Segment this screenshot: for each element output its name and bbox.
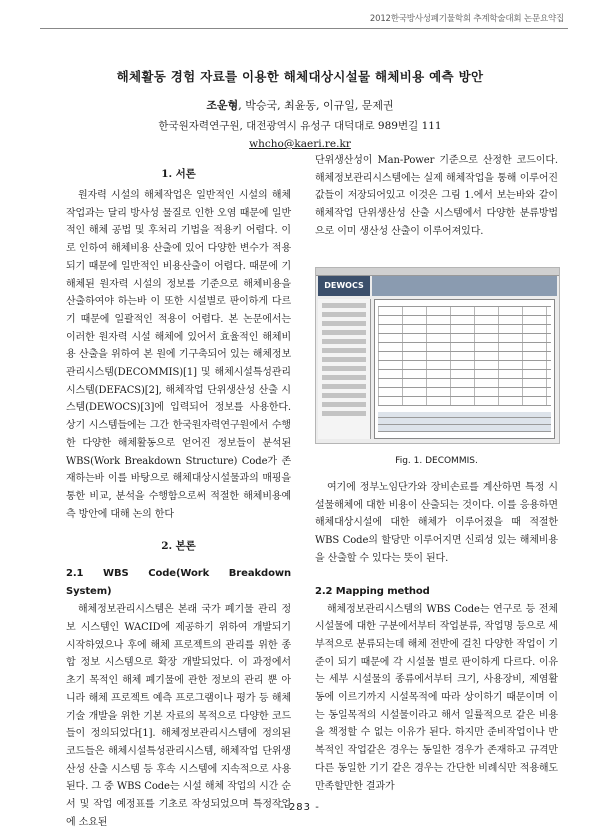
- other-authors: , 박승국, 최윤동, 이규일, 문제권: [238, 99, 394, 112]
- cost-paragraph: 여기에 정부노임단가와 장비손료를 계산하면 특정 시설물해체에 대한 비용이 산출되는 것이다. 이를 응용하면 해체대상시설에 대한 해체가 이루어졌을 때 적절한 WBS Code의 할당만 이루어지면 신뢰성 있는 해체비용을 산출할 수 있다는 뜻이 된다.: [315, 482, 558, 564]
- figure-caption: Fig. 1. DECOMMIS.: [395, 456, 478, 466]
- paper-title: 해체활동 경험 자료를 이용한 해체대상시설물 해체비용 예측 방안: [116, 69, 484, 84]
- author-email[interactable]: whcho@kaeri.re.kr: [249, 138, 351, 150]
- running-header: 2012한국방사성폐기물학회 추계학술대회 논문요약집: [369, 14, 564, 24]
- figure-sidebar: [318, 299, 371, 439]
- section-2-heading: 2. 본론: [161, 540, 196, 553]
- section-2-1-paragraph: 해체정보관리시스템은 본래 국가 폐기물 관리 정보 시스템인 WACID에 제공하기 위하여 개발되기 시작하였으나 후에 해체 프로젝트의 관리를 위한 종합 정보 시스템으로 확장 개발되었다. 이 과정에서 초기 목적인 해체 폐기물에 관한 정보의 관리 뿐 아니라 해체 프로젝트 예측 프로그램이나 평가 등 해체 기술 개발을 위한 기본 자료의 목적으로 다양한 코드들이 정의되었다[1]. 해체정보관리시스템에 정의된 코드들은 해체시설특성관리시스템, 해체작업 단위생산성 산출 시스템 등 후속 시스템에 지속적으로 사용된다. 그 중 WBS Code는 시설 해체 작업의 시간 순서 및 작업 예정표를 기초로 작성되었으며 특정작업에 소요된: [66, 604, 291, 828]
- first-author: 조운형: [206, 99, 239, 112]
- figure-screenshot: [315, 267, 560, 444]
- figure-window-bar: [316, 268, 559, 276]
- figure-detail-grid: [378, 412, 551, 432]
- continuation-paragraph: 단위생산성이 Man-Power 기준으로 산정한 코드이다. 해체정보관리시스템에는 실제 해체작업을 통해 이루어진 값들이 저장되어있고 이것은 그림 1.에서 보는바와 같이 해체작업 단위생산성 산출 시스템에서 다양한 분류방법으로 이미 생산성 산출이 이루어져있다.: [315, 155, 558, 237]
- section-1-heading: 1. 서론: [161, 168, 196, 180]
- left-column: [66, 165, 291, 832]
- figure-banner: [372, 276, 557, 296]
- right-column-bottom: [315, 479, 558, 795]
- section-1-paragraph: 원자력 시설의 해체작업은 일반적인 시설의 해체작업과는 달리 방사성 물질로 인한 오염 때문에 일반적인 해체 공법 및 후처리 기법을 적용키 어렵다. 이로 인하여 해체비용 산출에 있어 다양한 변수가 적용되기 때문에 일반적인 비용산출이 어렵다. 때문에 기해체된 원자력 시설의 정보를 기준으로 해체비용을 산출하여야 하는바 이 또한 시설별로 판이하게 다르기 때문에 일괄적인 적용이 어렵다. 본 논문에서는 이러한 원자력 시설 해체에 있어서 효율적인 해체비용 산출을 위하여 본 원에 기구축되어 있는 해체정보관리시스템(DECOMMIS)[1] 및 해체시설특성관리시스템(DEFACS)[2], 해체작업 단위생산성 산출 시스템(DEWOCS)[3]에 입력되어 정보를 사용한다. 상기 시스템들에는 그간 한국원자력연구원에서 수행한 다양한 해체활동으로 얻어진 정보들이 분석된 WBS(Work Breakdown Structure) Code가 존재하는바 이를 바탕으로 해체대상시설물과의 매핑을 통한 비교, 분석을 수행함으로써 적절한 해체비용예측 방안에 대해 논의 한다: [66, 190, 291, 520]
- affiliation: 한국원자력연구원, 대전광역시 유성구 대덕대로 989번길 111: [158, 120, 442, 132]
- author-line: [0, 97, 600, 113]
- figure-data-grid: [378, 306, 551, 406]
- section-2-2-paragraph: 해체정보관리시스템의 WBS Code는 연구로 등 전체 시설물에 대한 구분에서부터 작업분류, 작업명 등으로 세부적으로 분류되는데 해체 전반에 걸친 다양한 작업이 기준이 되기 때문에 각 시설물 별로 판이하게 다르다. 이유는 세부 시설물의 종류에서부터 크기, 사용장비, 제염활동에 이르기까지 시설목적에 따라 상이하기 때문이며 이는 동일목적의 시설물이라고 해서 일률적으로 같은 비용을 책정할 수 없는 이유가 된다. 하지만 준비작업이나 반복적인 작업같은 경우는 동일한 경우가 존재하고 규격만 다른 동일한 기기 같은 경우는 간단한 비례식만 적용해도 만족할만한 결과가: [315, 603, 558, 792]
- header-rule: [40, 28, 568, 29]
- section-2-2-heading: 2.2 Mapping method: [315, 585, 430, 597]
- figure-main-panel: [374, 299, 555, 439]
- figure-app-logo: DEWOCS: [318, 276, 370, 296]
- section-2-1-heading: 2.1 WBS Code(Work Breakdown System): [66, 568, 291, 598]
- page-number: - 283 -: [280, 802, 320, 813]
- right-column-top: [315, 152, 558, 241]
